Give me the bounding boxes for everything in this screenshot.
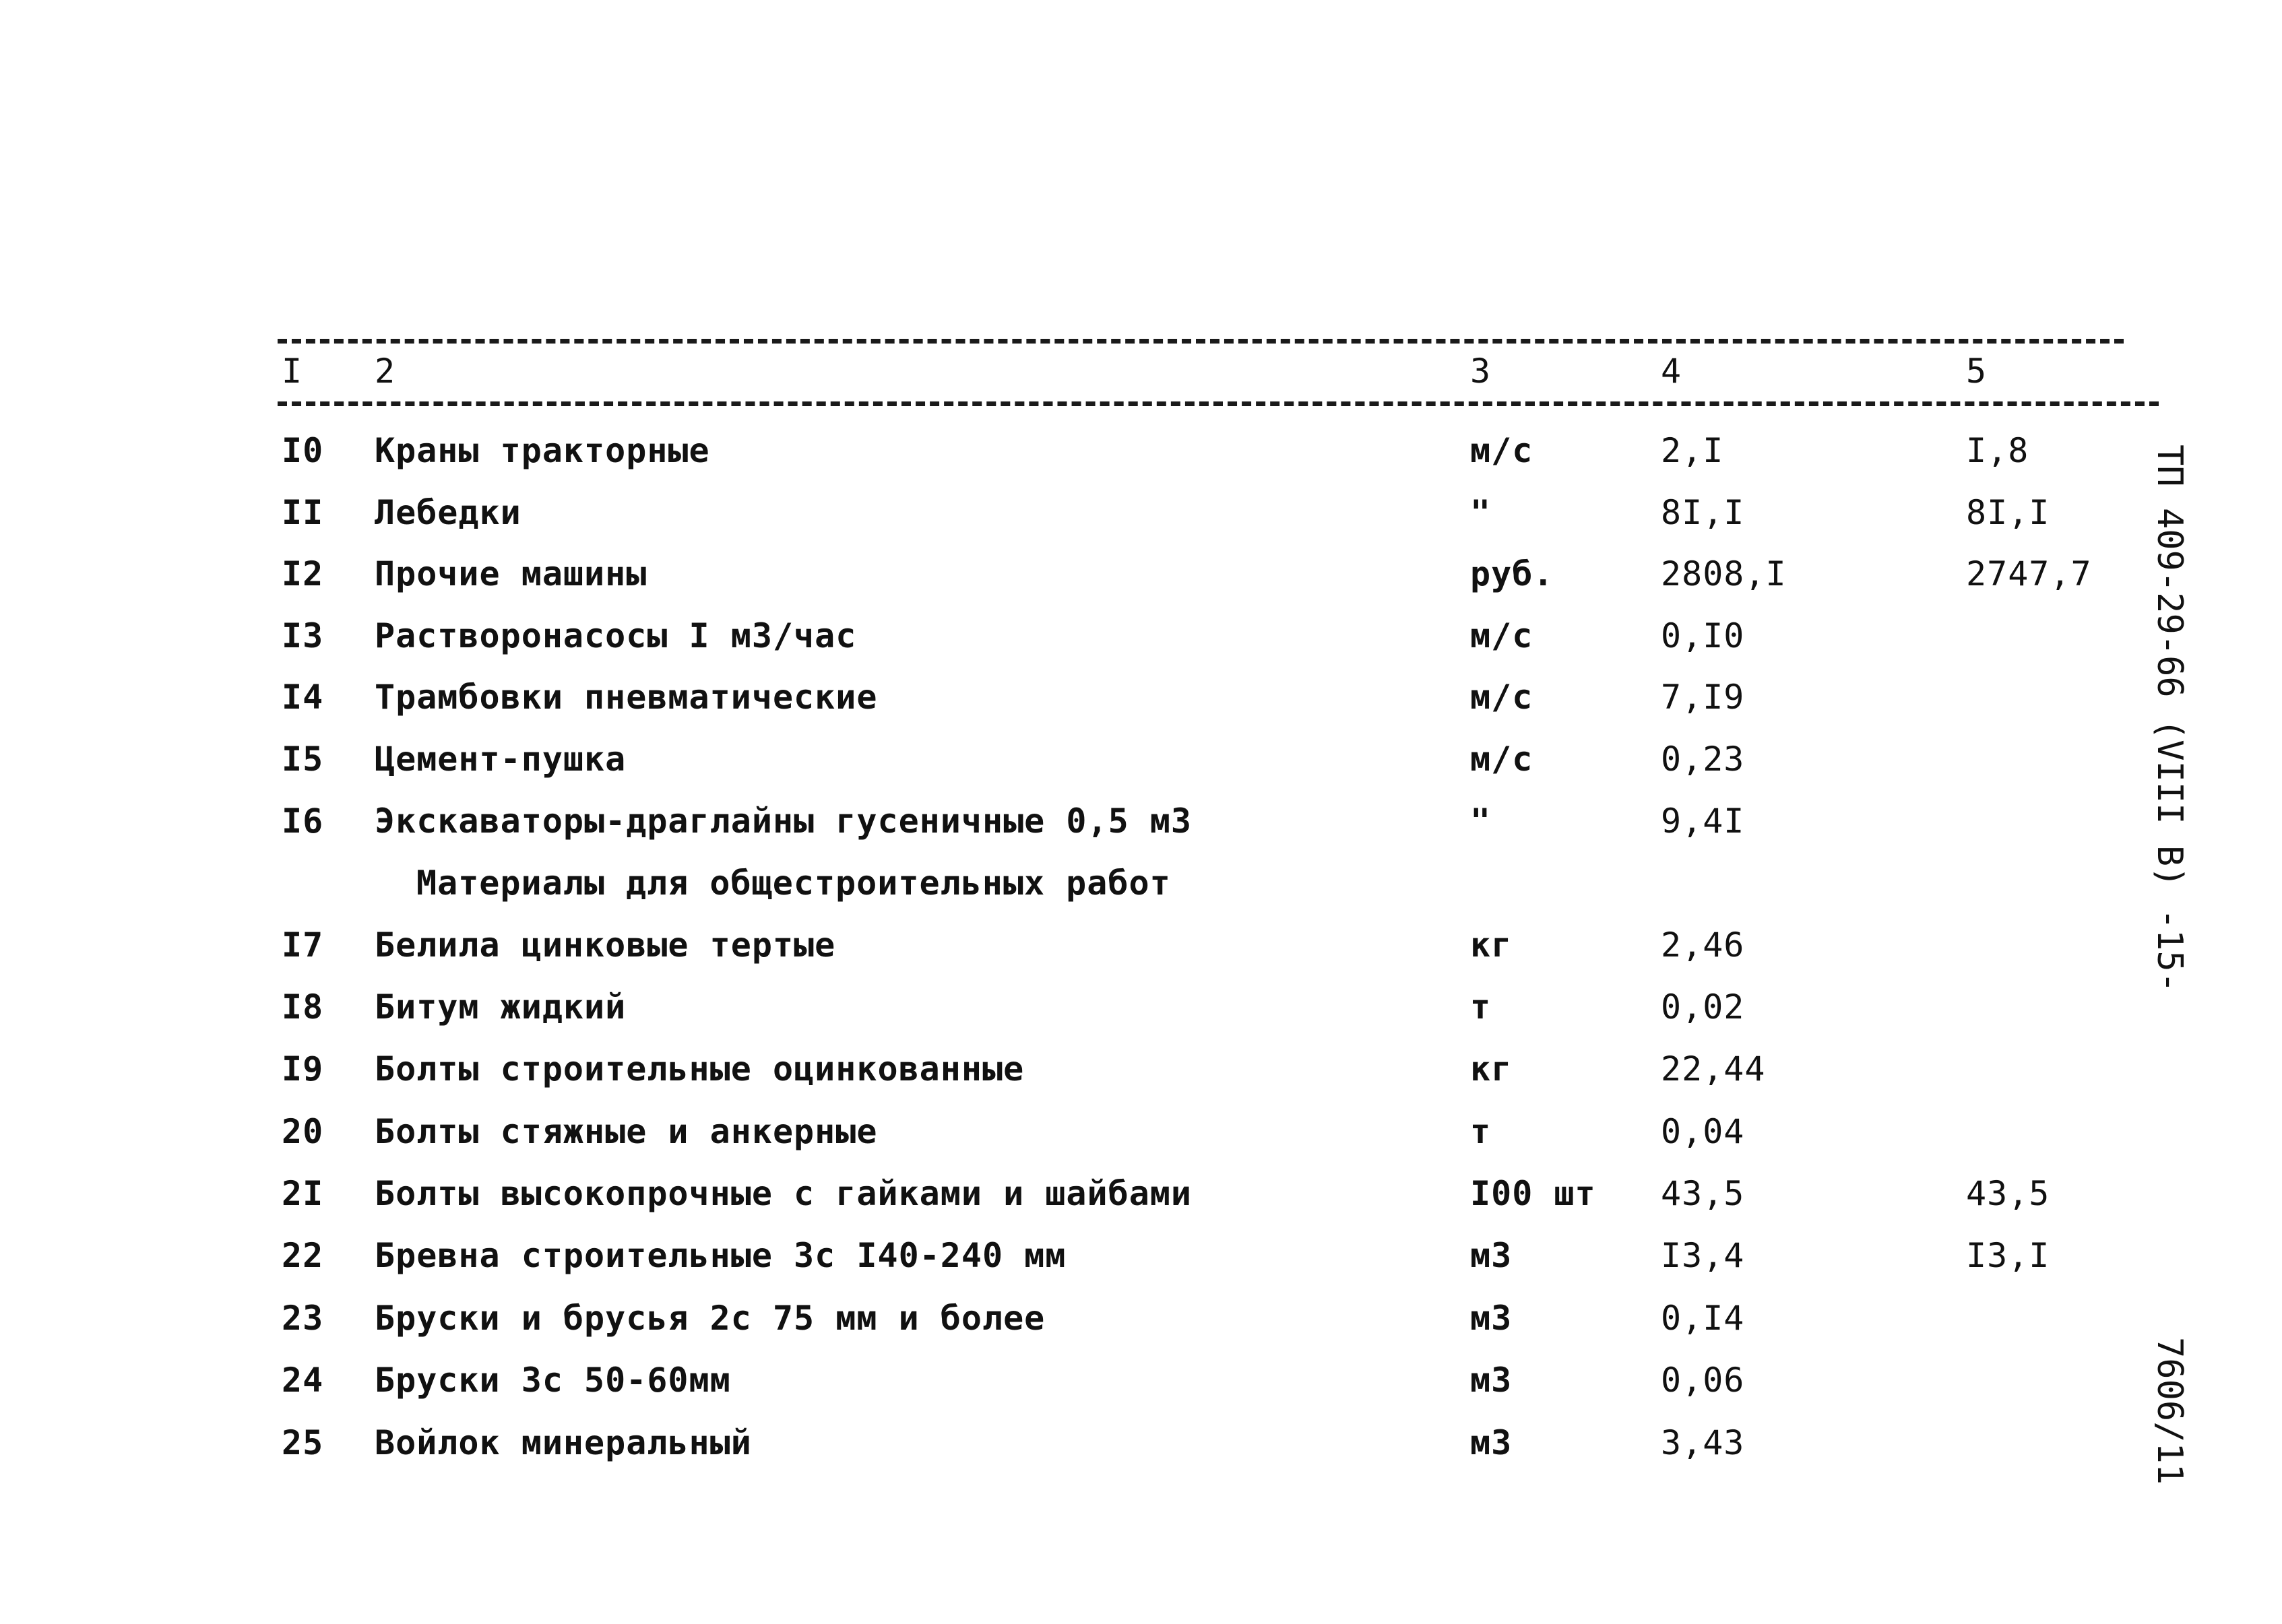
row-unit: м/с — [1470, 431, 1533, 470]
row-number: I3 — [282, 616, 324, 655]
row-name: Растворонасосы I м3/час — [375, 616, 857, 655]
row-unit: м3 — [1470, 1361, 1513, 1400]
row-name: Цемент-пушка — [375, 740, 627, 779]
row-name: Трамбовки пневматические — [375, 678, 878, 717]
row-unit: " — [1470, 493, 1492, 532]
row-unit: кг — [1470, 925, 1513, 965]
row-value-5: 8I,I — [1966, 493, 2050, 532]
row-unit: м3 — [1470, 1236, 1513, 1275]
row-value-4: 0,06 — [1661, 1361, 1745, 1400]
margin-document-code — [2143, 445, 2196, 993]
row-value-4: 43,5 — [1661, 1174, 1745, 1213]
row-name: Болты строительные оцинкованные — [375, 1049, 1025, 1089]
row-value-4: 3,43 — [1661, 1423, 1745, 1462]
row-number: I6 — [282, 802, 324, 841]
col-header-5: 5 — [1966, 352, 1988, 391]
row-number: I7 — [282, 925, 324, 965]
row-name: Бревна строительные 3с I40-240 мм — [375, 1236, 1067, 1275]
table-row — [0, 740, 2282, 793]
table-row — [0, 1361, 2282, 1415]
row-value-4: 2808,I — [1661, 554, 1787, 593]
row-value-5: 43,5 — [1966, 1174, 2050, 1213]
row-number: 24 — [282, 1361, 324, 1400]
row-unit: кг — [1470, 1049, 1513, 1089]
row-value-4: 7,I9 — [1661, 678, 1745, 717]
row-name: Болты высокопрочные с гайками и шайбами — [375, 1174, 1192, 1213]
row-name: Лебедки — [375, 493, 521, 532]
row-name: Битум жидкий — [375, 987, 627, 1027]
row-unit: м3 — [1470, 1423, 1513, 1462]
row-value-5: I3,I — [1966, 1236, 2050, 1275]
row-name: Прочие машины — [375, 554, 647, 593]
row-number: 2I — [282, 1174, 324, 1213]
row-number: I4 — [282, 678, 324, 717]
table-row — [0, 1423, 2282, 1477]
row-value-4: 0,04 — [1661, 1112, 1745, 1151]
row-number: I8 — [282, 987, 324, 1027]
row-unit: руб. — [1470, 554, 1554, 593]
table-row — [0, 1174, 2282, 1228]
row-value-4: I3,4 — [1661, 1236, 1745, 1275]
row-value-5: I,8 — [1966, 431, 2029, 470]
row-name: Экскаваторы-драглайны гусеничные 0,5 м3 — [375, 802, 1192, 841]
row-value-4: 0,02 — [1661, 987, 1745, 1027]
header-bottom-rule — [278, 401, 2159, 406]
table-row — [0, 1236, 2282, 1290]
row-name: Краны тракторные — [375, 431, 710, 470]
col-header-2: 2 — [375, 352, 396, 391]
row-unit: м/с — [1470, 616, 1533, 655]
col-header-4: 4 — [1661, 352, 1682, 391]
row-number: I2 — [282, 554, 324, 593]
table-row — [0, 1049, 2282, 1103]
row-number: 23 — [282, 1299, 324, 1338]
row-value-5: 2747,7 — [1966, 554, 2092, 593]
margin-sheet-number — [2143, 1337, 2196, 1485]
table-row — [0, 493, 2282, 547]
margin-document-code-text: ТП 409-29-66 (VIII В) -15- — [2149, 445, 2190, 993]
row-value-4: 0,23 — [1661, 740, 1745, 779]
row-name: Белила цинковые тертые — [375, 925, 836, 965]
row-number: I5 — [282, 740, 324, 779]
table-row — [0, 554, 2282, 608]
row-unit: " — [1470, 802, 1492, 841]
table-row — [0, 678, 2282, 732]
table-row — [0, 1299, 2282, 1353]
margin-sheet-number-text: 7606/11 — [2149, 1337, 2190, 1485]
row-value-4: 0,I4 — [1661, 1299, 1745, 1338]
row-name: Войлок минеральный — [375, 1423, 752, 1462]
row-unit: т — [1470, 987, 1492, 1027]
row-number: 20 — [282, 1112, 324, 1151]
row-name: Бруски 3с 50-60мм — [375, 1361, 731, 1400]
row-name: Болты стяжные и анкерные — [375, 1112, 878, 1151]
row-unit: I00 шт — [1470, 1174, 1596, 1213]
row-unit: м/с — [1470, 678, 1533, 717]
row-number: I0 — [282, 431, 324, 470]
section-title: Материалы для общестроительных работ — [416, 864, 1171, 903]
col-header-3: 3 — [1470, 352, 1492, 391]
col-header-1: I — [282, 352, 303, 391]
table-row — [0, 802, 2282, 855]
row-number: II — [282, 493, 324, 532]
row-unit: т — [1470, 1112, 1492, 1151]
row-unit: м3 — [1470, 1299, 1513, 1338]
row-value-4: 9,4I — [1661, 802, 1745, 841]
table-row — [0, 616, 2282, 670]
table-row — [0, 987, 2282, 1041]
row-number: I9 — [282, 1049, 324, 1089]
table-row — [0, 925, 2282, 979]
row-name: Бруски и брусья 2с 75 мм и более — [375, 1299, 1046, 1338]
row-number: 22 — [282, 1236, 324, 1275]
row-value-4: 2,46 — [1661, 925, 1745, 965]
row-value-4: 0,I0 — [1661, 616, 1745, 655]
header-top-rule — [278, 339, 2124, 344]
row-value-4: 22,44 — [1661, 1049, 1766, 1089]
row-number: 25 — [282, 1423, 324, 1462]
row-value-4: 8I,I — [1661, 493, 1745, 532]
row-unit: м/с — [1470, 740, 1533, 779]
row-value-4: 2,I — [1661, 431, 1724, 470]
table-row — [0, 1112, 2282, 1166]
table-row — [0, 431, 2282, 485]
